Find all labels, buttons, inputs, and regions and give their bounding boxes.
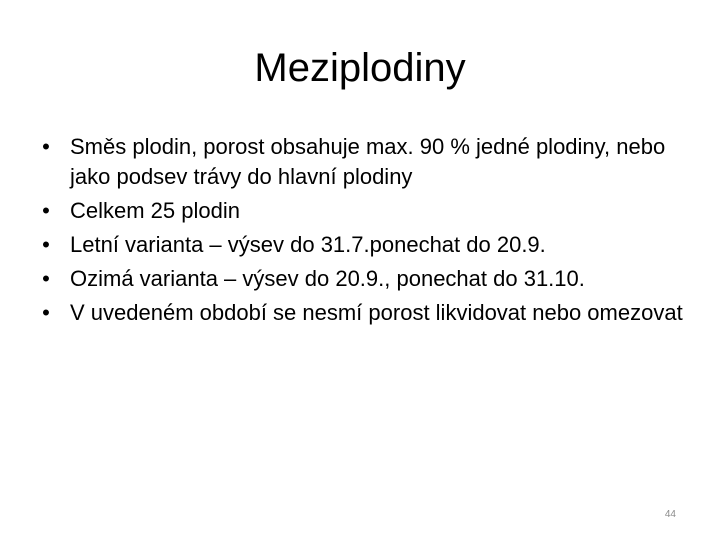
bullet-text: Celkem 25 plodin (70, 198, 240, 223)
bullet-item (36, 230, 686, 260)
bullet-list (36, 132, 686, 332)
bullet-marker: • (42, 266, 50, 291)
bullet-text: V uvedeném období se nesmí porost likvidovat nebo omezovat (70, 300, 683, 325)
bullet-item (36, 298, 686, 328)
bullet-marker: • (42, 198, 50, 223)
bullet-item (36, 132, 686, 192)
slide-title: Meziplodiny (254, 46, 466, 90)
bullet-item (36, 264, 686, 294)
bullet-text: Ozimá varianta – výsev do 20.9., ponechat do 31.10. (70, 266, 585, 291)
bullet-text: Letní varianta – výsev do 31.7.ponechat do 20.9. (70, 232, 546, 257)
page-number: 44 (664, 509, 676, 520)
bullet-marker: • (42, 300, 50, 325)
bullet-marker: • (42, 134, 50, 159)
bullet-item (36, 196, 686, 226)
bullet-marker: • (42, 232, 50, 257)
bullet-text: Směs plodin, porost obsahuje max. 90 % jedné plodiny, nebo jako podsev trávy do hlavní plodiny (70, 134, 666, 189)
